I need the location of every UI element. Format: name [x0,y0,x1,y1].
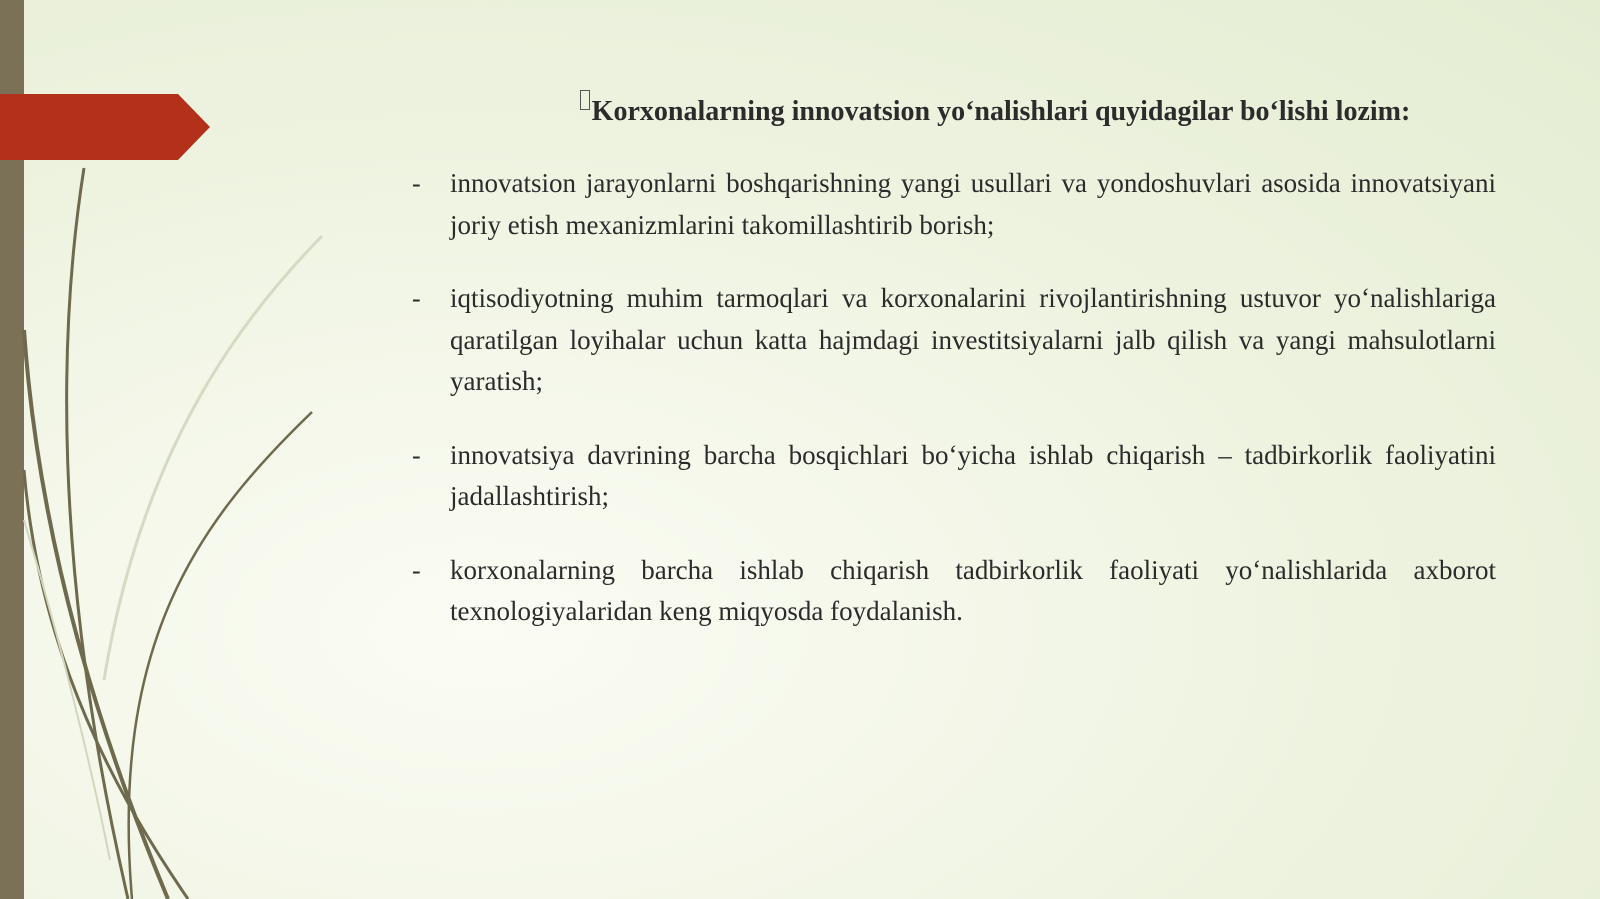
arrow-banner [0,94,210,160]
list-item-text: korxonalarning barcha ishlab chiqarish tadbirkorlik faoliyati yo‘nalishlarida axborot texnologiyalaridan keng miqyosda foydalanish. [450,554,1496,626]
list-item [400,550,1496,633]
list-item-text: innovatsion jarayonlarni boshqarishning yangi usullari va yondoshuvlari asosida innovatsiyani joriy etish mexanizmlarini takomillashtirib borish; [450,168,1496,240]
list-item-text: innovatsiya davrining barcha bosqichlari bo‘yicha ishlab chiqarish – tadbirkorlik faoliyatini jadallashtirish; [450,439,1496,511]
bullet-dash: - [412,555,421,585]
slide-title: Korxonalarning innovatsion yo‘nalishlari quyidagilar bo‘lishi lozim: [591,96,1411,127]
list-item [400,435,1496,518]
list-item [400,278,1496,403]
missing-glyph-box-icon [580,90,590,110]
bullet-dash: - [412,284,421,313]
bullet-dash: - [412,440,421,470]
bullet-list [400,163,1496,633]
list-item-text: iqtisodiyotning muhim tarmoqlari va korxonalarini rivojlantirishning ustuvor yo‘nalishlariga qaratilgan loyihalar uchun katta hajmdagi investitsiyalarni jalb qilish va yangi mahsulotlarni yaratish; [450,283,1496,396]
list-item [400,163,1496,246]
slide-content [400,90,1496,665]
bullet-dash: - [412,169,421,198]
title-row [400,90,1496,133]
